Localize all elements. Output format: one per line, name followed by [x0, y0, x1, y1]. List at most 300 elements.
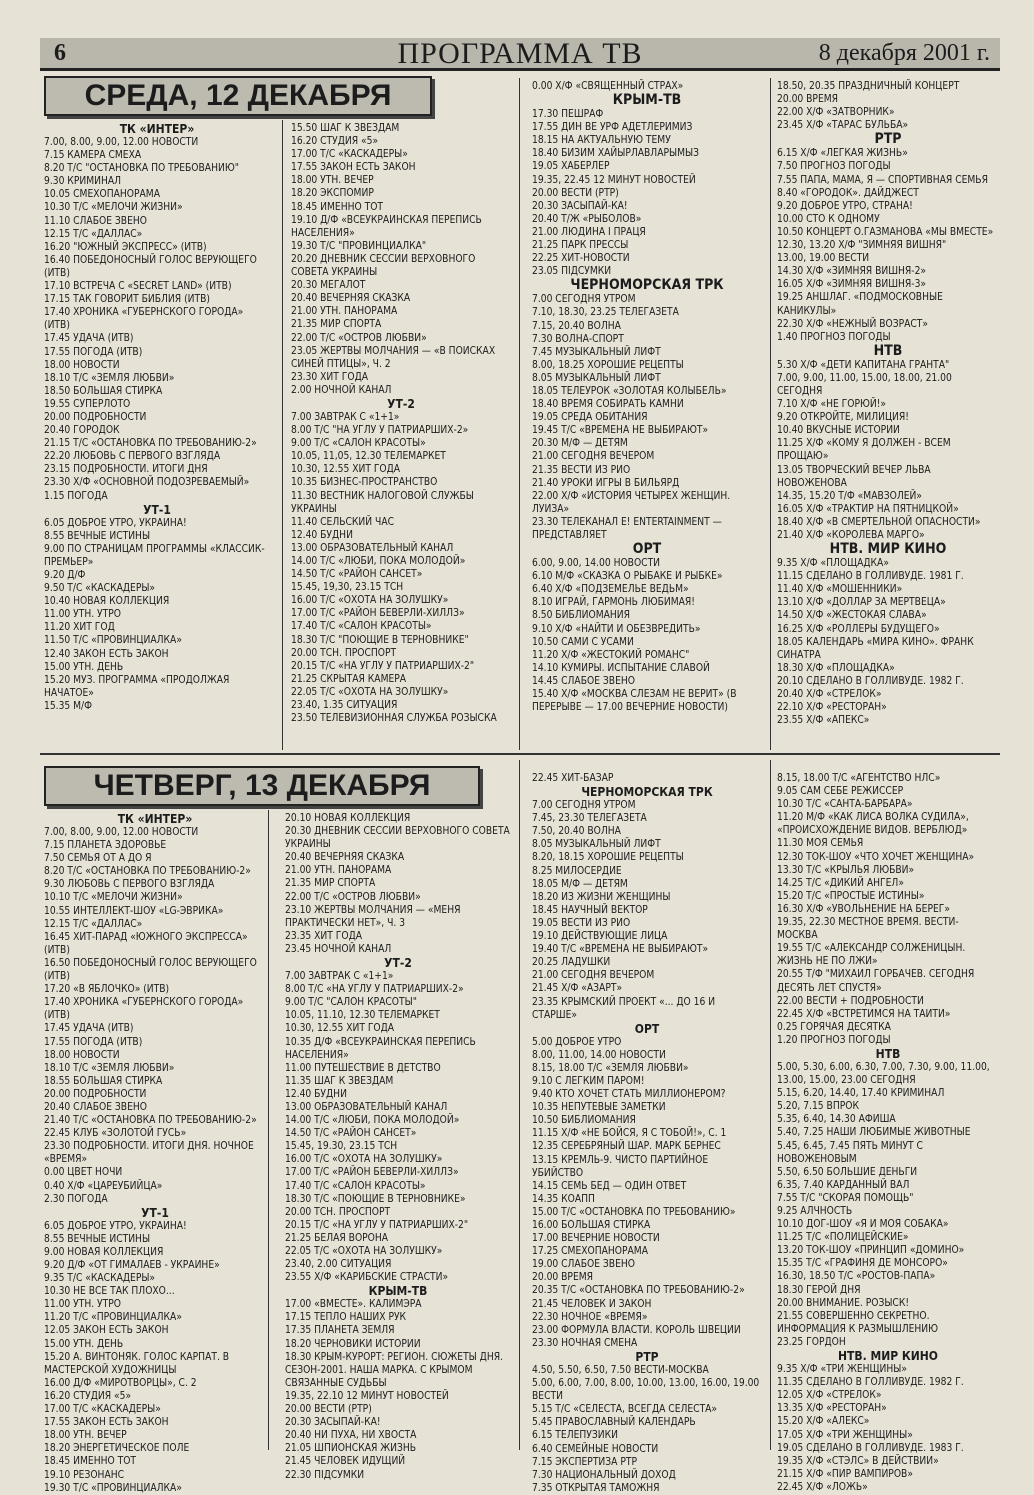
program-listing: 18.30 Т/С "ПОЮЩИЕ В ТЕРНОВНИКЕ" [291, 634, 469, 646]
program-listing: 8.15, 18.00 Т/С «ЗЕМЛЯ ЛЮБВИ» [532, 1062, 689, 1074]
section-divider [40, 753, 1000, 755]
column-divider [268, 810, 269, 1450]
program-listing: 18.00 НОВОСТИ [44, 359, 120, 371]
program-listing: 18.40 БИЗИМ ХАЙЫРЛАВЛАРЫМЫЗ [532, 148, 699, 160]
program-listing: 23.50 ТЕЛЕВИЗИОННАЯ СЛУЖБА РОЗЫСКА [291, 713, 497, 725]
program-listing: 23.10 ЖЕРТВЫ МОЛЧАНИЯ — «МЕНЯ ПРАКТИЧЕСКИ НЕТ», Ч. 3 [285, 904, 461, 929]
program-listing: 19.35, 22.30 МЕСТНОЕ ВРЕМЯ. ВЕСТИ-МОСКВА [777, 917, 959, 942]
program-listing: 13.10 Х/Ф «ДОЛЛАР ЗА МЕРТВЕЦА» [777, 597, 946, 609]
program-listing: 6.15 Х/Ф «ЛЕГКАЯ ЖИЗНЬ» [777, 148, 908, 160]
program-listing: 10.00 СТО К ОДНОМУ [777, 213, 880, 225]
program-listing: 8.50 БИБЛИОМАНИЯ [532, 610, 630, 622]
program-listing: 11.10 СЛАБОЕ ЗВЕНО [44, 215, 147, 227]
channel-heading: ОРТ [634, 1021, 660, 1036]
program-listing: 23.05 ПІДСУМКИ [532, 266, 612, 278]
program-listing: 7.00, 9.00, 11.00, 15.00, 18.00, 21.00 СЕГОДНЯ [777, 372, 952, 397]
program-listing: 9.35 Т/С «КАСКАДЕРЫ» [44, 1273, 156, 1285]
program-listing: 22.00 Т/С «ОСТРОВ ЛЮБВИ» [285, 891, 421, 903]
program-listing: 19.45 Т/С «ВРЕМЕНА НЕ ВЫБИРАЮТ» [532, 425, 709, 437]
program-listing: 8.40 «ГОРОДОК». ДАЙДЖЕСТ [777, 187, 919, 199]
program-listing: 12.30 ТОК-ШОУ «ЧТО ХОЧЕТ ЖЕНЩИНА» [777, 851, 975, 863]
program-listing: 10.30 НЕ ВСЕ ТАК ПЛОХО... [44, 1286, 175, 1298]
program-listing: 8.10 ИГРАЙ, ГАРМОНЬ ЛЮБИМАЯ! [532, 597, 695, 609]
program-listing: 8.20, 18.15 ХОРОШИЕ РЕЦЕПТЫ [532, 852, 684, 864]
program-listing: 18.50, 20.35 ПРАЗДНИЧНЫЙ КОНЦЕРТ [777, 81, 960, 92]
program-listing: 19.40 Т/С «ВРЕМЕНА НЕ ВЫБИРАЮТ» [532, 944, 709, 956]
program-listing: 22.00 Х/Ф «ЗАТВОРНИК» [777, 107, 895, 119]
program-listing: 11.35 ШАГ К ЗВЕЗДАМ [285, 1075, 394, 1087]
channel-heading: НТВ [875, 1046, 901, 1061]
program-listing: 13.35 Х/Ф «РЕСТОРАН» [777, 1403, 887, 1415]
program-listing: 12.40 БУДНИ [291, 529, 353, 541]
program-listing: 15.50 ШАГ К ЗВЕЗДАМ [291, 123, 400, 134]
program-listing: 22.05 Т/С «ОХОТА НА ЗОЛУШКУ» [291, 686, 449, 698]
program-listing: 22.45 КЛУБ «ЗОЛОТОЙ ГУСЬ» [44, 1128, 187, 1140]
program-listing: 20.40 СЛАБОЕ ЗВЕНО [44, 1101, 147, 1113]
program-listing: 19.35, 22.10 12 МИНУТ НОВОСТЕЙ [285, 1390, 449, 1402]
program-listing: 5.00 ДОБРОЕ УТРО [532, 1036, 622, 1048]
program-listing: 14.30 Х/Ф «ЗИМНЯЯ ВИШНЯ-2» [777, 266, 927, 278]
program-listing: 1.20 ПРОГНОЗ ПОГОДЫ [777, 1034, 891, 1046]
program-listing: 17.45 УДАЧА (ИТВ) [44, 1023, 134, 1035]
program-listing: 8.15, 18.00 Т/С «АГЕНТСТВО НЛС» [777, 773, 941, 784]
program-listing: 8.20 Т/С "ОСТАНОВКА ПО ТРЕБОВАНИЮ" [44, 163, 239, 175]
program-listing: 23.30 НОЧНАЯ СМЕНА [532, 1337, 638, 1349]
program-listing: 10.10 ДОГ-ШОУ «Я И МОЯ СОБАКА» [777, 1219, 949, 1231]
program-listing: 22.30 НОЧНОЕ «ВРЕМЯ» [532, 1311, 648, 1323]
program-listing: 20.00 ВРЕМЯ [532, 1272, 594, 1284]
program-listing: 17.20 «В ЯБЛОЧКО» (ИТВ) [44, 984, 170, 996]
program-listing: 10.40 НОВАЯ КОЛЛЕКЦИЯ [44, 596, 170, 608]
program-listing: 6.05 ДОБРОЕ УТРО, УКРАИНА! [44, 1220, 187, 1232]
program-listing: 5.35, 6.40, 14.30 АФИША [777, 1114, 896, 1126]
program-listing: 7.00 СЕГОДНЯ УТРОМ [532, 800, 636, 812]
program-listing: 14.50 Х/Ф «ЖЕСТОКАЯ СЛАВА» [777, 610, 927, 622]
program-listing: 7.00 СЕГОДНЯ УТРОМ [532, 294, 636, 306]
program-listing: 17.00 Т/С «РАЙОН БЕВЕРЛИ-ХИЛЛЗ» [285, 1167, 459, 1179]
program-listing: 13.05 ТВОРЧЕСКИЙ ВЕЧЕР ЛЬВА НОВОЖЕНОВА [777, 464, 931, 489]
program-listing: 7.15, 20.40 ВОЛНА [532, 320, 621, 332]
program-listing: 10.50 БИБЛИОМАНИЯ [532, 1115, 636, 1127]
program-listing: 17.00 Т/С «РАЙОН БЕВЕРЛИ-ХИЛЛЗ» [291, 608, 465, 620]
program-listing: 15.00 УТН. ДЕНЬ [44, 661, 124, 673]
program-listing: 9.20 ОТКРОЙТЕ, МИЛИЦИЯ! [777, 412, 909, 424]
program-listing: 16.25 Х/Ф «РОЛЛЕРЫ БУДУЩЕГО» [777, 623, 940, 635]
program-listing: 10.35 БИЗНЕС-ПРОСТРАНСТВО [291, 477, 438, 489]
program-listing: 16.20 СТУДИЯ «5» [44, 1390, 132, 1402]
program-listing: 19.35 Х/Ф «СТЭЛС» В ДЕЙСТВИИ» [777, 1455, 939, 1467]
program-listing: 9.00 НОВАЯ КОЛЛЕКЦИЯ [44, 1246, 164, 1258]
program-listing: 5.00, 5.30, 6.00, 6.30, 7.00, 7.30, 9.00, 11.00, 13.00, 15.00, 23.00 СЕГОДНЯ [777, 1061, 990, 1087]
program-listing: 7.45 МУЗЫКАЛЬНЫЙ ЛИФТ [532, 346, 661, 358]
schedule-column [532, 772, 762, 1495]
program-listing: 17.40 ХРОНИКА «ГУБЕРНСКОГО ГОРОДА» (ИТВ) [44, 997, 244, 1022]
program-listing: 7.00, 8.00, 9.00, 12.00 НОВОСТИ [44, 827, 199, 838]
channel-heading: ЧЕРНОМОРСКАЯ ТРК [570, 277, 724, 294]
program-listing: 18.10 Т/С «ЗЕМЛЯ ЛЮБВИ» [44, 372, 175, 384]
program-listing: 5.00, 6.00, 7.00, 8.00, 10.00, 13.00, 16.00, 19.00 ВЕСТИ [532, 1378, 760, 1403]
program-listing: 21.45 ЧЕЛОВЕК ИДУЩИЙ [285, 1456, 406, 1468]
program-listing: 2.30 ПОГОДА [44, 1193, 108, 1205]
program-listing: 20.00 ВЕСТИ (РТР) [532, 187, 619, 199]
program-listing: 9.05 САМ СЕБЕ РЕЖИССЕР [777, 786, 904, 798]
program-listing: 11.20 Т/С «ПРОВИНЦИАЛКА» [44, 1312, 182, 1324]
program-listing: 17.40 Т/С «САЛОН КРАСОТЫ» [291, 621, 432, 633]
program-listing: 23.40, 2.00 СИТУАЦИЯ [285, 1259, 392, 1271]
program-listing: 0.25 ГОРЯЧАЯ ДЕСЯТКА [777, 1021, 891, 1033]
program-listing: 9.20 Д/Ф [44, 570, 86, 581]
program-listing: 18.40 ВРЕМЯ СОБИРАТЬ КАМНИ [532, 399, 684, 411]
program-listing: 19.10 ДЕЙСТВУЮЩИЕ ЛИЦА [532, 931, 668, 943]
program-listing: 9.35 Х/Ф «ПЛОЩАДКА» [777, 558, 889, 570]
program-listing: 19.05 СРЕДА ОБИТАНИЯ [532, 412, 648, 424]
program-listing: 10.30, 12.55 ХИТ ГОДА [285, 1023, 395, 1035]
program-listing: 21.35 МИР СПОРТА [285, 878, 376, 890]
program-listing: 16.45 ХИТ-ПАРАД «ЮЖНОГО ЭКСПРЕССА» (ИТВ) [44, 931, 248, 956]
program-listing: 7.55 Т/С "СКОРАЯ ПОМОЩЬ" [777, 1192, 914, 1204]
channel-heading: ЧЕРНОМОРСКАЯ ТРК [581, 785, 713, 800]
program-listing: 12.35 СЕРЕБРЯНЫЙ ШАР. МАРК БЕРНЕС [532, 1141, 721, 1153]
program-listing: 14.35, 15.20 Т/Ф «МАВЗОЛЕЙ» [777, 490, 922, 502]
program-listing: 5.45, 6.45, 7.45 ПЯТЬ МИНУТ С НОВОЖЕНОВЫМ [777, 1140, 923, 1165]
program-listing: 8.00 Т/С "НА УГЛУ У ПАТРИАРШИХ-2» [291, 425, 469, 437]
program-listing: 14.35 КОАПП [532, 1193, 595, 1205]
program-listing: 16.20 СТУДИЯ «5» [291, 136, 379, 148]
program-listing: 15.00 Т/С «ОСТАНОВКА ПО ТРЕБОВАНИЮ» [532, 1206, 736, 1218]
program-listing: 20.30 М/Ф — ДЕТЯМ [532, 438, 628, 450]
program-listing: 22.00 ВЕСТИ + ПОДРОБНОСТИ [777, 995, 924, 1007]
program-listing: 17.55 ЗАКОН ЕСТЬ ЗАКОН [291, 162, 416, 174]
program-listing: 12.15 Т/С «ДАЛЛАС» [44, 918, 143, 930]
program-listing: 14.15 СЕМЬ БЕД — ОДИН ОТВЕТ [532, 1180, 687, 1192]
program-listing: 5.40, 7.25 НАШИ ЛЮБИМЫЕ ЖИВОТНЫЕ [777, 1127, 971, 1139]
program-listing: 15.20 МУЗ. ПРОГРАММА «ПРОДОЛЖАЯ НАЧАТОЕ» [44, 674, 230, 699]
program-listing: 11.20 М/Ф «КАК ЛИСА ВОЛКА СУДИЛА», «ПРОИСХОЖДЕНИЕ ВИДОВ. ВЕРБЛЮД» [777, 812, 969, 837]
program-listing: 22.00 Т/С «ОСТРОВ ЛЮБВИ» [291, 332, 427, 344]
program-listing: 17.00 «ВМЕСТЕ». КАЛИМЭРА [285, 1299, 422, 1311]
program-listing: 15.35 М/Ф [44, 700, 93, 712]
program-listing: 11.40 СЕЛЬСКИЙ ЧАС [291, 516, 394, 528]
program-listing: 13.00 ОБРАЗОВАТЕЛЬНЫЙ КАНАЛ [285, 1101, 448, 1113]
program-listing: 20.35 Т/С «ОСТАНОВКА ПО ТРЕБОВАНИЮ-2» [532, 1285, 745, 1297]
program-listing: 21.25 БЕЛАЯ ВОРОНА [285, 1232, 389, 1244]
program-listing: 8.00, 11.00, 14.00 НОВОСТИ [532, 1049, 666, 1061]
channel-heading: НТВ. МИР КИНО [829, 541, 947, 558]
program-listing: 18.45 ИМЕННО ТОТ [291, 201, 384, 213]
day-heading-wednesday: СРЕДА, 12 ДЕКАБРЯ [44, 76, 432, 116]
program-listing: 18.40 Х/Ф «В СМЕРТЕЛЬНОЙ ОПАСНОСТИ» [777, 516, 981, 528]
program-listing: 11.35 СДЕЛАНО В ГОЛЛИВУДЕ. 1982 Г. [777, 1377, 964, 1389]
program-listing: 15.45, 19.30, 23.15 ТСН [285, 1141, 398, 1153]
program-listing: 7.00 ЗАВТРАК С «1+1» [291, 411, 400, 423]
program-listing: 18.05 КАЛЕНДАРЬ «МИРА КИНО». ФРАНК СИНАТРА [777, 636, 974, 661]
program-listing: 10.05, 11,05, 12.30 ТЕЛЕМАРКЕТ [291, 451, 446, 463]
program-listing: 10.40 ВКУСНЫЕ ИСТОРИИ [777, 425, 900, 437]
program-listing: 1.40 ПРОГНОЗ ПОГОДЫ [777, 331, 891, 343]
program-listing: 9.20 Д/Ф «ОТ ГИМАЛАЕВ - УКРАИНЕ» [44, 1260, 220, 1271]
program-listing: 22.45 Х/Ф «ЛОЖЬ» [777, 1481, 868, 1493]
program-listing: 10.35 НЕПУТЕВЫЕ ЗАМЕТКИ [532, 1102, 666, 1114]
program-listing: 11.15 Х/Ф «НЕ БОЙСЯ, Я С ТОБОЙ!», С. 1 [532, 1128, 727, 1140]
column-divider [770, 78, 771, 750]
program-listing: 20.00 ВЕСТИ (РТР) [285, 1404, 372, 1416]
program-listing: 21.00 ЛЮДИНА І ПРАЦЯ [532, 226, 646, 238]
program-listing: 17.55 ДИН ВЕ УРФ АДЕТЛЕРИМИЗ [532, 122, 693, 134]
program-listing: 20.00 ТСН. ПРОСПОРТ [291, 647, 397, 659]
program-listing: 17.15 ТАК ГОВОРИТ БИБЛИЯ (ИТВ) [44, 294, 210, 306]
page-header [40, 38, 1000, 71]
program-listing: 18.00 УТН. ВЕЧЕР [44, 1430, 127, 1442]
program-listing: 15.45, 19,30, 23.15 ТСН [291, 582, 404, 594]
program-listing: 0.40 Х/Ф «ЦАРЕУБИЙЦА» [44, 1180, 163, 1192]
program-listing: 19.05 ХАБЕРЛЕР [532, 161, 610, 173]
program-listing: 22.45 ХИТ-БАЗАР [532, 773, 614, 784]
program-listing: 11.25 Х/Ф «КОМУ Я ДОЛЖЕН - ВСЕМ ПРОЩАЮ» [777, 438, 951, 463]
program-listing: 16.00 Т/С «ОХОТА НА ЗОЛУШКУ» [291, 595, 449, 607]
program-listing: 15.20 Т/С «ПРОСТЫЕ ИСТИНЫ» [777, 890, 925, 902]
program-listing: 7.50 ПРОГНОЗ ПОГОДЫ [777, 161, 891, 173]
program-listing: 18.50 БОЛЬШАЯ СТИРКА [44, 385, 163, 397]
program-listing: 23.55 Х/Ф «КАРИБСКИЕ СТРАСТИ» [285, 1272, 449, 1284]
program-listing: 17.05 Х/Ф «ТРИ ЖЕНЩИНЫ» [777, 1429, 913, 1441]
program-listing: 11.00 УТН. УТРО [44, 609, 121, 621]
program-listing: 23.55 Х/Ф «АПЕКС» [777, 715, 870, 727]
program-listing: 14.10 КУМИРЫ. ИСПЫТАНИЕ СЛАВОЙ [532, 662, 710, 674]
program-listing: 20.30 ДНЕВНИК СЕССИИ ВЕРХОВНОГО СОВЕТА УКРАИНЫ [285, 826, 510, 851]
program-listing: 16.00 Д/Ф «МИРОТВОРЦЫ», С. 2 [44, 1377, 197, 1389]
program-listing: 21.00 УТН. ПАНОРАМА [291, 306, 398, 318]
program-listing: 11.00 ПУТЕШЕСТВИЕ В ДЕТСТВО [285, 1062, 441, 1074]
program-listing: 18.20 ИЗ ЖИЗНИ ЖЕНЩИНЫ [532, 891, 671, 903]
program-listing: 7.10 Х/Ф «НЕ ГОРЮЙ!» [777, 399, 887, 411]
program-listing: 20.00 ВНИМАНИЕ. РОЗЫСК! [777, 1297, 909, 1309]
program-listing: 7.15 ПЛАНЕТА ЗДОРОВЬЕ [44, 840, 167, 852]
program-listing: 18.10 Т/С «ЗЕМЛЯ ЛЮБВИ» [44, 1062, 175, 1074]
program-listing: 18.30 ГЕРОЙ ДНЯ [777, 1284, 861, 1296]
channel-heading: ТК «ИНТЕР» [119, 122, 195, 136]
program-listing: 14.25 Т/С «ДИКИЙ АНГЕЛ» [777, 877, 904, 889]
program-listing: 18.20 ЭНЕРГЕТИЧЕСКОЕ ПОЛЕ [44, 1443, 190, 1455]
program-listing: 7.35 ОТКРЫТАЯ ТАМОЖНЯ [532, 1482, 660, 1494]
program-listing: 7.10, 18.30, 23.25 ТЕЛЕГАЗЕТА [532, 307, 679, 319]
program-listing: 13.00 ОБРАЗОВАТЕЛЬНЫЙ КАНАЛ [291, 542, 454, 554]
program-listing: 15.20 Х/Ф «АЛЕКС» [777, 1416, 870, 1428]
program-listing: 19.05 ВЕСТИ ИЗ РИО [532, 917, 631, 929]
program-listing: 6.05 ДОБРОЕ УТРО, УКРАИНА! [44, 517, 187, 529]
program-listing: 16.20 "ЮЖНЫЙ ЭКСПРЕСС» (ИТВ) [44, 241, 207, 253]
program-listing: 23.35 ХИТ ГОДА [285, 930, 363, 942]
program-listing: 16.30 Х/Ф «УВОЛЬНЕНИЕ НА БЕРЕГ» [777, 903, 950, 915]
program-listing: 19.10 Д/Ф «ВСЕУКРАИНСКАЯ ПЕРЕПИСЬ НАСЕЛЕНИЯ» [291, 214, 482, 239]
program-listing: 15.20 А. ВИНТОНЯК. ГОЛОС КАРПАТ. В МАСТЕРСКОЙ ХУДОЖНИЦЫ [44, 1351, 230, 1376]
program-listing: 10.30 Т/С «МЕЛОЧИ ЖИЗНИ» [44, 202, 183, 214]
program-listing: 10.30 Т/С «САНТА-БАРБАРА» [777, 799, 913, 811]
program-listing: 9.10 Х/Ф «НАЙТИ И ОБЕЗВРЕДИТЬ» [532, 623, 701, 635]
program-listing: 19.25 АНШЛАГ. «ПОДМОСКОВНЫЕ КАНИКУЛЫ» [777, 292, 943, 317]
channel-heading: ОРТ [632, 541, 662, 558]
program-listing: 23.45 НОЧНОЙ КАНАЛ [285, 943, 392, 955]
program-listing: 18.45 НАУЧНЫЙ ВЕКТОР [532, 904, 648, 916]
channel-heading: РТР [635, 1349, 659, 1364]
program-listing: 17.45 УДАЧА (ИТВ) [44, 333, 134, 345]
program-listing: 22.05 Т/С «ОХОТА НА ЗОЛУШКУ» [285, 1246, 443, 1257]
program-listing: 18.55 БОЛЬШАЯ СТИРКА [44, 1075, 163, 1087]
program-listing: 12.40 БУДНИ [285, 1088, 347, 1100]
program-listing: 17.00 Т/С «КАСКАДЕРЫ» [44, 1404, 161, 1416]
program-listing: 17.10 ВСТРЕЧА С «SECRET LAND» (ИТВ) [44, 281, 232, 293]
column-divider [770, 760, 771, 1450]
program-listing: 12.05 Х/Ф «СТРЕЛОК» [777, 1390, 882, 1402]
channel-heading: РТР [874, 131, 902, 148]
program-listing: 17.40 ХРОНИКА «ГУБЕРНСКОГО ГОРОДА» (ИТВ) [44, 307, 244, 332]
program-listing: 9.30 ЛЮБОВЬ С ПЕРВОГО ВЗГЛЯДА [44, 879, 215, 891]
schedule-column [44, 812, 266, 1495]
program-listing: 19.55 Т/С «АЛЕКСАНДР СОЛЖЕНИЦЫН. ЖИЗНЬ НЕ ПО ЛЖИ» [777, 943, 966, 968]
program-listing: 22.30 ПІДСУМКИ [285, 1469, 365, 1481]
program-listing: 11.50 Т/С «ПРОВИНЦИАЛКА» [44, 635, 182, 647]
program-listing: 17.25 СМЕХОПАНОРАМА [532, 1246, 648, 1258]
channel-heading: УТ-1 [141, 1205, 169, 1220]
program-listing: 18.05 ТЕЛЕУРОК «ЗОЛОТАЯ КОЛЫБЕЛЬ» [532, 385, 727, 397]
program-listing: 20.40 ВЕЧЕРНЯЯ СКАЗКА [285, 852, 405, 864]
program-listing: 22.10 Х/Ф «РЕСТОРАН» [777, 702, 887, 714]
program-listing: 16.00 БОЛЬШАЯ СТИРКА [532, 1220, 651, 1231]
program-listing: 10.10 Т/С «МЕЛОЧИ ЖИЗНИ» [44, 892, 183, 904]
program-listing: 20.10 НОВАЯ КОЛЛЕКЦИЯ [285, 813, 411, 824]
column-divider [519, 78, 520, 750]
program-listing: 10.30, 12.55 ХИТ ГОДА [291, 464, 401, 476]
program-listing: 21.40 УРОКИ ИГРЫ В БИЛЬЯРД [532, 477, 680, 489]
program-listing: 23.30 ХИТ ГОДА [291, 371, 369, 383]
program-listing: 6.40 СЕМЕЙНЫЕ НОВОСТИ [532, 1443, 659, 1455]
program-listing: 19.00 СЛАБОЕ ЗВЕНО [532, 1259, 635, 1271]
program-listing: 4.50, 5.50, 6.50, 7.50 ВЕСТИ-МОСКВА [532, 1364, 709, 1376]
program-listing: 20.30 ЗАСЫПАЙ-КА! [285, 1417, 381, 1429]
program-listing: 21.40 Х/Ф «КОРОЛЕВА МАРГО» [777, 530, 925, 541]
program-listing: 18.20 ЧЕРНОВИКИ ИСТОРИИ [285, 1338, 421, 1350]
channel-heading: ТК «ИНТЕР» [117, 812, 193, 826]
page-number: 6 [54, 40, 66, 66]
program-listing: 19.35, 22.45 12 МИНУТ НОВОСТЕЙ [532, 174, 696, 186]
program-listing: 9.40 КТО ХОЧЕТ СТАТЬ МИЛЛИОНЕРОМ? [532, 1089, 726, 1101]
program-listing: 18.30 Т/С «ПОЮЩИЕ В ТЕРНОВНИКЕ» [285, 1193, 466, 1205]
program-listing: 19.10 РЕЗОНАНС [44, 1469, 125, 1481]
program-listing: 8.05 МУЗЫКАЛЬНЫЙ ЛИФТ [532, 372, 661, 384]
program-listing: 20.40 Т/Ж «РЫБОЛОВ» [532, 213, 642, 225]
channel-heading: КРЫМ-ТВ [368, 1284, 428, 1299]
program-listing: 18.00 НОВОСТИ [44, 1049, 120, 1061]
day-heading-thursday: ЧЕТВЕРГ, 13 ДЕКАБРЯ [44, 766, 480, 806]
program-listing: 8.25 МИЛОСЕРДИЕ [532, 865, 622, 877]
program-listing: 9.25 АЛЧНОСТЬ [777, 1206, 853, 1217]
program-listing: 14.50 Т/С «РАЙОН САНСЕТ» [285, 1128, 417, 1140]
program-listing: 20.40 ВЕЧЕРНЯЯ СКАЗКА [291, 293, 411, 305]
program-listing: 5.45 ПРАВОСЛАВНЫЙ КАЛЕНДАРЬ [532, 1417, 696, 1429]
program-listing: 16.05 Х/Ф «ТРАКТИР НА ПЯТНИЦКОЙ» [777, 503, 959, 515]
program-listing: 6.40 Х/Ф «ПОДЗЕМЕЛЬЕ ВЕДЬМ» [532, 584, 689, 596]
program-listing: 11.25 Т/С «ПОЛИЦЕЙСКИЕ» [777, 1232, 909, 1244]
program-listing: 21.00 СЕГОДНЯ ВЕЧЕРОМ [532, 451, 655, 463]
schedule-column [532, 80, 762, 714]
program-listing: 20.40 НИ ПУХА, НИ ХВОСТА [285, 1430, 417, 1442]
program-listing: 9.35 Х/Ф «ТРИ ЖЕНЩИНЫ» [777, 1364, 908, 1376]
program-listing: 6.00, 9.00, 14.00 НОВОСТИ [532, 558, 661, 570]
program-listing: 14.50 Т/С «РАЙОН САНСЕТ» [291, 569, 423, 581]
program-listing: 10.05, 11.10, 12.30 ТЕЛЕМАРКЕТ [285, 1010, 440, 1022]
program-listing: 20.00 ПОДРОБНОСТИ [44, 1088, 147, 1100]
program-listing: 21.35 ВЕСТИ ИЗ РИО [532, 464, 631, 476]
program-listing: 7.15 КАМЕРА СМЕХА [44, 150, 142, 162]
section-title: ПРОГРАММА ТВ [397, 37, 643, 70]
program-listing: 2.00 НОЧНОЙ КАНАЛ [291, 384, 392, 396]
program-listing: 20.25 ЛАДУШКИ [532, 957, 611, 969]
program-listing: 23.45 Х/Ф «ТАРАС БУЛЬБА» [777, 120, 909, 132]
program-listing: 11.30 ВЕСТНИК НАЛОГОВОЙ СЛУЖБЫ УКРАИНЫ [291, 490, 474, 515]
program-listing: 10.05 СМЕХОПАНОРАМА [44, 189, 160, 201]
program-listing: 17.15 ТЕПЛО НАШИХ РУК [285, 1312, 407, 1324]
program-listing: 17.55 ПОГОДА (ИТВ) [44, 346, 143, 358]
program-listing: 19.30 Т/С "ПРОВИНЦИАЛКА" [291, 240, 427, 252]
program-listing: 9.00 ПО СТРАНИЦАМ ПРОГРАММЫ «КЛАССИК-ПРЕМЬЕР» [44, 543, 265, 568]
schedule-column [777, 80, 999, 727]
program-listing: 13.00, 19.00 ВЕСТИ [777, 253, 870, 265]
channel-heading: УТ-1 [143, 502, 171, 517]
program-listing: 7.00 ЗАВТРАК С «1+1» [285, 971, 394, 983]
program-listing: 15.35 Т/С «ГРАФИНЯ ДЕ МОНСОРО» [777, 1258, 948, 1270]
program-listing: 21.25 ПАРК ПРЕССЫ [532, 240, 629, 252]
schedule-column [777, 772, 999, 1494]
program-listing: 20.00 ТСН. ПРОСПОРТ [285, 1206, 391, 1218]
program-listing: 12.05 ЗАКОН ЕСТЬ ЗАКОН [44, 1325, 169, 1337]
program-listing: 5.15 Т/С «СЕЛЕСТА, ВСЕГДА СЕЛЕСТА» [532, 1404, 718, 1416]
program-listing: 7.50, 20.40 ВОЛНА [532, 826, 621, 838]
program-listing: 21.15 Х/Ф «ПИР ВАМПИРОВ» [777, 1468, 913, 1480]
program-listing: 23.30 ПОДРОБНОСТИ. ИТОГИ ДНЯ. НОЧНОЕ «ВРЕМЯ» [44, 1141, 254, 1166]
program-listing: 5.30 Х/Ф «ДЕТИ КАПИТАНА ГРАНТА" [777, 359, 950, 371]
program-listing: 8.00 Т/С «НА УГЛУ У ПАТРИАРШИХ-2» [285, 984, 464, 996]
program-listing: 17.55 ЗАКОН ЕСТЬ ЗАКОН [44, 1417, 169, 1429]
program-listing: 6.15 ТЕЛЕПУЗИКИ [532, 1430, 618, 1442]
program-listing: 16.00 Т/С «ОХОТА НА ЗОЛУШКУ» [285, 1154, 443, 1166]
program-listing: 23.00 ФОРМУЛА ВЛАСТИ. КОРОЛЬ ШВЕЦИИ [532, 1324, 741, 1336]
program-listing: 20.40 ГОРОДОК [44, 425, 120, 437]
program-listing: 21.00 СЕГОДНЯ ВЕЧЕРОМ [532, 970, 655, 982]
program-listing: 17.35 ПЛАНЕТА ЗЕМЛЯ [285, 1325, 395, 1337]
program-listing: 20.00 ВРЕМЯ [777, 94, 839, 106]
program-listing: 16.40 ПОБЕДОНОСНЫЙ ГОЛОС ВЕРУЮЩЕГО (ИТВ) [44, 254, 257, 279]
program-listing: 5.50, 6.50 БОЛЬШИЕ ДЕНЬГИ [777, 1166, 918, 1178]
program-listing: 21.05 ШПИОНСКАЯ ЖИЗНЬ [285, 1443, 417, 1455]
program-listing: 7.55 ПАПА, МАМА, Я — СПОРТИВНАЯ СЕМЬЯ [777, 174, 988, 186]
channel-heading: НТВ. МИР КИНО [837, 1349, 938, 1364]
program-listing: 9.20 ДОБРОЕ УТРО, СТРАНА! [777, 200, 913, 212]
program-listing: 23.40, 1.35 СИТУАЦИЯ [291, 700, 398, 712]
program-listing: 23.35 КРЫМСКИЙ ПРОЕКТ «... ДО 16 И СТАРШЕ» [532, 996, 716, 1021]
program-listing: 8.05 МУЗЫКАЛЬНЫЙ ЛИФТ [532, 839, 661, 851]
program-listing: 8.20 Т/С «ОСТАНОВКА ПО ТРЕБОВАНИЮ-2» [44, 866, 251, 878]
program-listing: 13.15 КРЕМЛЬ-9. ЧИСТО ПАРТИЙНОЕ УБИЙСТВО [532, 1154, 709, 1179]
program-listing: 18.20 ЭКСПОМИР [291, 188, 374, 200]
program-listing: 19.30 Т/С «ПРОВИНЦИАЛКА» [44, 1482, 182, 1494]
program-listing: 23.15 ПОДРОБНОСТИ. ИТОГИ ДНЯ [44, 464, 208, 476]
program-listing: 8.55 ВЕЧНЫЕ ИСТИНЫ [44, 530, 151, 542]
program-listing: 21.15 Т/С «ОСТАНОВКА ПО ТРЕБОВАНИЮ-2» [44, 438, 257, 450]
program-listing: 18.15 НА АКТУАЛЬНУЮ ТЕМУ [532, 135, 671, 147]
program-listing: 20.15 Т/С «НА УГЛУ У ПАТРИАРШИХ-2" [291, 660, 475, 672]
program-listing: 12.15 Т/С «ДАЛЛАС» [44, 228, 143, 240]
program-listing: 20.20 ДНЕВНИК СЕССИИ ВЕРХОВНОГО СОВЕТА УКРАИНЫ [291, 253, 476, 279]
schedule-column [285, 812, 511, 1482]
